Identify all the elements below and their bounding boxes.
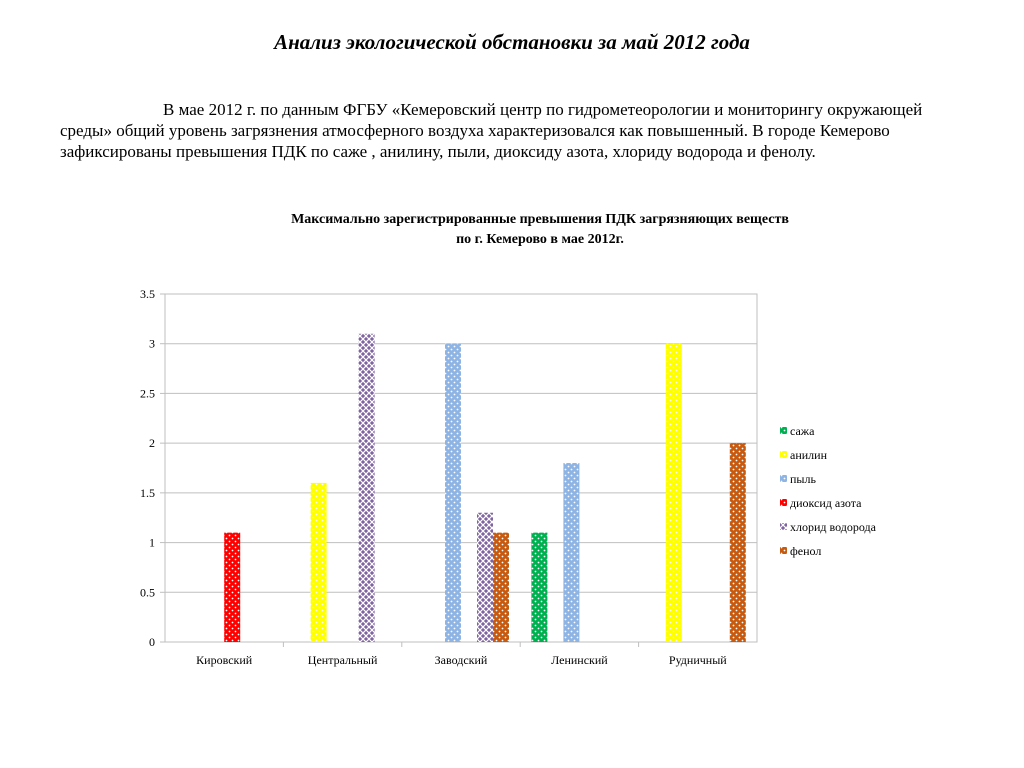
legend-label: пыль [790, 472, 816, 486]
legend [780, 424, 877, 558]
x-category-label: Заводский [434, 653, 488, 667]
bar [531, 533, 547, 642]
x-category-label: Центральный [307, 653, 378, 667]
bar [445, 344, 461, 642]
intro-text: В мае 2012 г. по данным ФГБУ «Кемеровский центр по гидрометеорологии и мониторингу окружающей среды» общий уровень загрязнения атмосферного воздуха характеризовался как повышенный. В городе Кемерово зафиксированы превышения ПДК по саже , анилину, пыли, диоксиду азота, хлориду водорода и фенолу. [60, 100, 923, 161]
bar [666, 344, 682, 642]
y-tick-label: 2.5 [140, 386, 155, 401]
y-tick-label: 2 [149, 436, 155, 451]
legend-swatch [780, 451, 787, 458]
legend-label: фенол [790, 544, 822, 558]
bar [493, 533, 509, 642]
legend-label: хлорид водорода [790, 520, 876, 534]
x-category-label: Рудничный [668, 653, 727, 667]
y-tick-label: 1 [149, 535, 155, 550]
bars [224, 334, 746, 647]
y-axis-ticks [140, 287, 165, 649]
y-tick-label: 0 [149, 635, 155, 649]
bar [311, 483, 327, 642]
legend-swatch [780, 427, 787, 434]
bar [730, 443, 746, 642]
y-tick-label: 3.5 [140, 287, 155, 301]
x-axis-labels [196, 653, 727, 667]
legend-swatch [780, 475, 787, 482]
bar [477, 513, 493, 642]
bar [359, 334, 375, 642]
legend-label: диоксид азота [790, 496, 862, 510]
legend-label: анилин [790, 448, 828, 462]
legend-swatch [780, 523, 787, 530]
y-tick-label: 3 [149, 336, 155, 351]
page-title: Анализ экологической обстановки за май 2012 года [274, 30, 750, 54]
chart-title-line-1: Максимально зарегистрированные превышения ПДК загрязняющих веществ [291, 212, 789, 227]
bar [224, 533, 240, 642]
legend-label: сажа [790, 424, 815, 438]
y-tick-label: 0.5 [140, 585, 155, 600]
legend-swatch [780, 499, 787, 506]
legend-swatch [780, 547, 787, 554]
x-category-label: Ленинский [551, 653, 608, 667]
bar [563, 463, 579, 642]
x-category-label: Кировский [196, 653, 253, 667]
chart-title-line-2: по г. Кемерово в мае 2012г. [456, 232, 624, 247]
y-tick-label: 1.5 [140, 485, 155, 500]
